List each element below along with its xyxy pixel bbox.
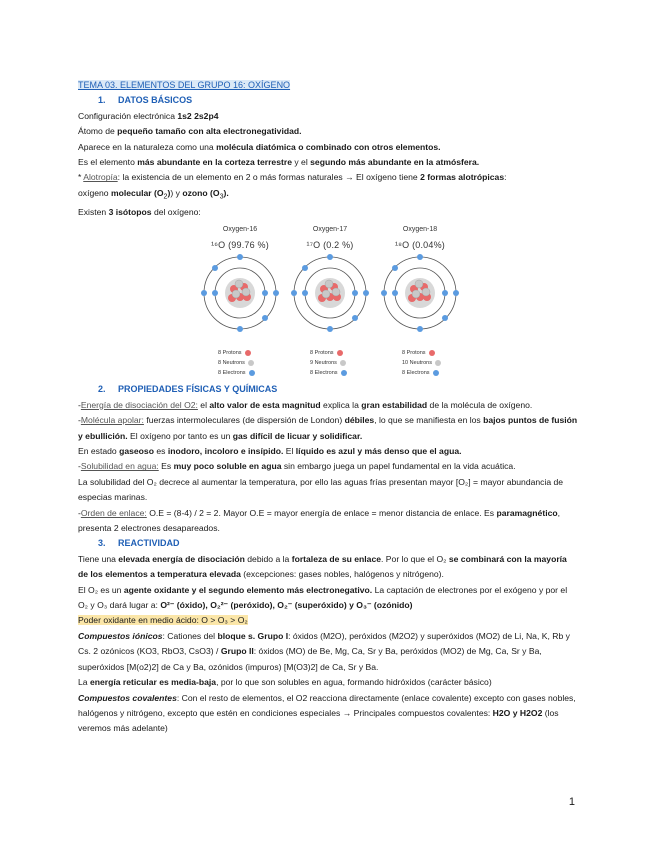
para-lattice-energy: La energía reticular es media-baja, por lo que son solubles en agua, formando hidróxidos (carácter básico) bbox=[78, 677, 492, 688]
document-title: TEMA 03. ELEMENTOS DEL GRUPO 16: OXÍGENO bbox=[78, 80, 291, 90]
para-isotopes: Existen 3 isótopos del oxígeno: bbox=[78, 206, 201, 217]
atom-diagram-icon bbox=[380, 253, 460, 333]
para-allotropy: * Alotropía: la existencia de un elemento en 2 o más formas naturales → El oxígeno tiene 2 formas alotrópicas: bbox=[78, 172, 507, 183]
atom-oxygen-17: Oxygen-17 ¹⁷O (0.2 %) bbox=[290, 222, 370, 339]
para-solubility: -Solubilidad en agua: Es muy poco soluble en agua sin embargo juega un papel fundamental en la vida acuática. bbox=[78, 461, 516, 472]
para-bond-order: -Orden de enlace: O.E = (8-4) / 2 = 2. Mayor O.E = mayor energía de enlace = menor distancia de enlace. Es paramagnético, presenta 2 electrones desapareados. bbox=[78, 507, 561, 534]
para-gas-state: En estado gaseoso es inodoro, incoloro e insípido. El líquido es azul y más denso que el agua. bbox=[78, 446, 462, 456]
para-dissociation: -Energía de disociación del O2: el alto valor de esta magnitud explica la gran estabilidad de la molécula de oxígeno. bbox=[78, 399, 533, 410]
para-oxidant-power: Poder oxidante en medio ácido: O > O₃ > O₂ bbox=[78, 615, 248, 626]
para-apolar: -Molécula apolar: fuerzas intermoleculares (de dispersión de London) débiles, lo que se manifiesta en los bajos puntos de fusión y ebullición. El oxígeno por tanto es un gas difícil de licuar y solidificar. bbox=[78, 415, 578, 441]
atom-oxygen-18: Oxygen-18 ¹⁸O (0.04%) bbox=[380, 222, 460, 339]
para-abundance: Es el elemento más abundante en la corteza terrestre y el segundo más abundante en la atmósfera. bbox=[78, 157, 480, 168]
legend-oxygen-16: 8 Protons 8 Neutrons 8 Electrons bbox=[218, 348, 255, 378]
para-config: Configuración electrónica 1s2 2s2p4 bbox=[78, 110, 219, 121]
isotope-figure bbox=[78, 222, 578, 382]
atom-diagram-icon bbox=[290, 253, 370, 333]
para-solubility-temp: La solubilidad del O₂ decrece al aumentar la temperatura, por ello las aguas frías presentan mayor [O₂] = mayor abundancia de especias marinas. bbox=[78, 476, 564, 503]
section-heading-2: 2. PROPIEDADES FÍSICAS Y QUÍMICAS bbox=[98, 384, 278, 395]
legend-oxygen-18: 8 Protons 10 Neutrons 8 Electrons bbox=[402, 348, 441, 378]
para-reactivity: Tiene una elevada energía de disociación debido a la fortaleza de su enlace. Por lo que el O₂ se combinará con la mayoría de los elementos a temperatura elevada (excepciones: gases nobles, halógenos y nitrógeno). bbox=[78, 553, 567, 580]
para-oxidant: El O₂ es un agente oxidante y el segundo elemento más electronegativo. La captación de electrones por el exógeno y por el O₂ y O₃ dará lugar a: O²⁻ (óxido), O₂²⁻ (peróxido), O₂⁻ (superóxido) y O₃⁻ (ozónido) bbox=[78, 584, 568, 611]
document-page bbox=[78, 78, 578, 737]
section-heading-3: 3. REACTIVIDAD bbox=[98, 538, 180, 549]
page-number: 1 bbox=[568, 796, 575, 808]
para-size: Átomo de pequeño tamaño con alta electronegatividad. bbox=[78, 126, 302, 137]
atom-oxygen-16: Oxygen-16 ¹⁶O (99.76 %) bbox=[200, 222, 280, 339]
section-heading-1: 1. DATOS BÁSICOS bbox=[98, 95, 193, 106]
atom-diagram-icon bbox=[200, 253, 280, 333]
para-covalent-compounds: Compuestos covalentes: Con el resto de elementos, el O2 reacciona directamente (enlace covalente) excepto con gases nobles, halógenos y nitrógeno, excepto que estén en condiciones especiales → Principales compuestos covalentes: H2O y H2O2 (los veremos más adelante) bbox=[78, 692, 576, 734]
legend-oxygen-17: 8 Protons 9 Neutrons 8 Electrons bbox=[310, 348, 347, 378]
para-nature: Aparece en la naturaleza como una molécula diatómica o combinado con otros elementos. bbox=[78, 141, 441, 152]
para-ionic-compounds: Compuestos iónicos: Cationes del bloque s. Grupo I: óxidos (M2O), peróxidos (M2O2) y superóxidos (MO2) de Li, Na, K, Rb y Cs. 2 ozónicos (KO3, RbO3, CsO3) / Grupo II: óxidos (MO) de Be, Mg, Ca, Sr y Ba, peróxidos (MO2) de Mg, Ca, Sr y Ba, superóxidos [M(o2)2] de Ca y Ba, ozónidos (impuros) [M(O3)2] de Ca, Sr y Ba. bbox=[78, 630, 570, 672]
para-allotropes: oxígeno molecular $(O_2)$) y ozono $(O_3)$. bbox=[78, 187, 229, 201]
